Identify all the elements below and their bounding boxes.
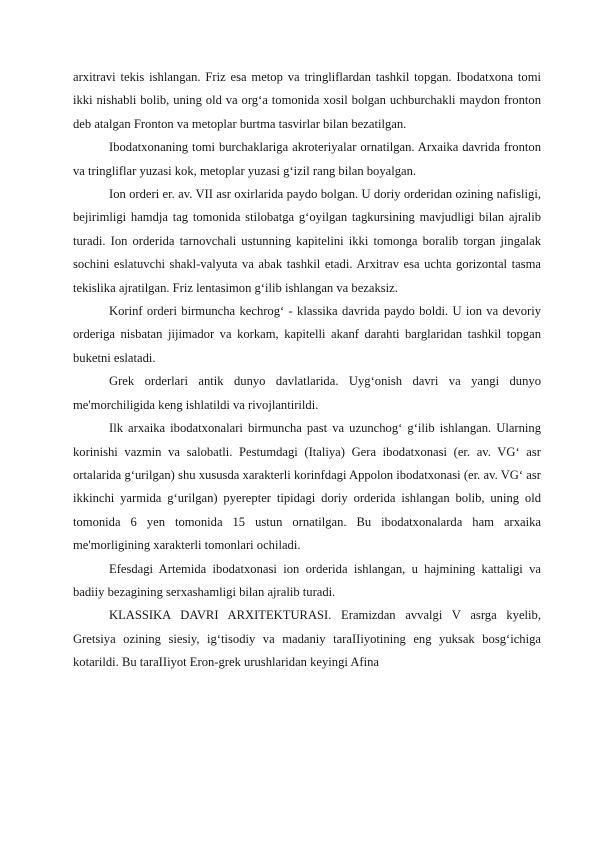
paragraph: Efesdagi Artemida ibodatxonasi ion orderida ishlangan, u hajmining kattaligi va badiiy bezagining serxashamligi bilan ajralib turadi.	[73, 561, 541, 599]
paragraph: Ion orderi er. av. VII asr oxirlarida paydo bolgan. U doriy orderidan ozining nafisligi, bejirimligi hamdja tag tomonida stilobatga g‘oyilgan tagkursining mavjudligi bilan ajralib turadi. Ion orderida tarnovchali ustunning kapitelini ikki tomonga boralib torgan jingalak sochini eslatuvchi shakl-valyuta va abak tashkil etadi. Arxitrav esa uchta gorizontal tasma tekislika ajratilgan. Friz lentasimon g‘ilib ishlangan va bezaksiz.	[73, 187, 541, 295]
paragraph: Korinf orderi birmuncha kechrog‘ - klassika davrida paydo boldi. U ion va devoriy orderiga nisbatan jijimador va korkam, kapitelli akanf darahti barglaridan tashkil topgan buketni eslatadi.	[73, 304, 541, 365]
paragraph: Ibodatxonaning tomi burchaklariga akroteriyalar ornatilgan. Arxaika davrida fronton va tringliflar yuzasi kok, metoplar yuzasi g‘izil rang bilan boyalgan.	[73, 140, 541, 178]
paragraph: Ilk arxaika ibodatxonalari birmuncha past va uzunchog‘ g‘ilib ishlangan. Ularning korinishi vazmin va salobatli. Pestumdagi (Italiya) Gera ibodatxonasi (er. av. VG‘ asr ortalarida g‘urilgan) shu xususda xarakterli korinfdagi Appolon ibodatxonasi (er. av. VG‘ asr ikkinchi yarmida g‘urilgan) pyerepter tipidagi doriy orderida ishlangan bolib, uning old tomonida 6 yen tomonida 15 ustun ornatilgan. Bu ibodatxonalarda ham arxaika me'morligining xarakterli tomonlari ochiladi.	[73, 421, 541, 553]
paragraph: arxitravi tekis ishlangan. Friz esa metop va tringliflardan tashkil topgan. Ibodatxona tomi ikki nishabli bolib, uning old va org‘a tomonida xosil bolgan uchburchakli maydon fronton deb atalgan Fronton va metoplar burtma tasvirlar bilan bezatilgan.	[73, 70, 541, 131]
paragraph: Grek orderlari antik dunyo davlatlarida. Uyg‘onish davri va yangi dunyo me'morchiligida keng ishlatildi va rivojlantirildi.	[73, 374, 541, 412]
document-page	[73, 66, 541, 675]
paragraph: KLASSIKA DAVRI ARXITEKTURASI. Eramizdan avvalgi V asrga kyelib, Gretsiya ozining siesiy, ig‘tisodiy va madaniy taraIIiyotining eng yuksak bosg‘ichiga kotarildi. Bu taraIIiyot Eron-grek urushlaridan keyingi Afina	[73, 608, 541, 670]
